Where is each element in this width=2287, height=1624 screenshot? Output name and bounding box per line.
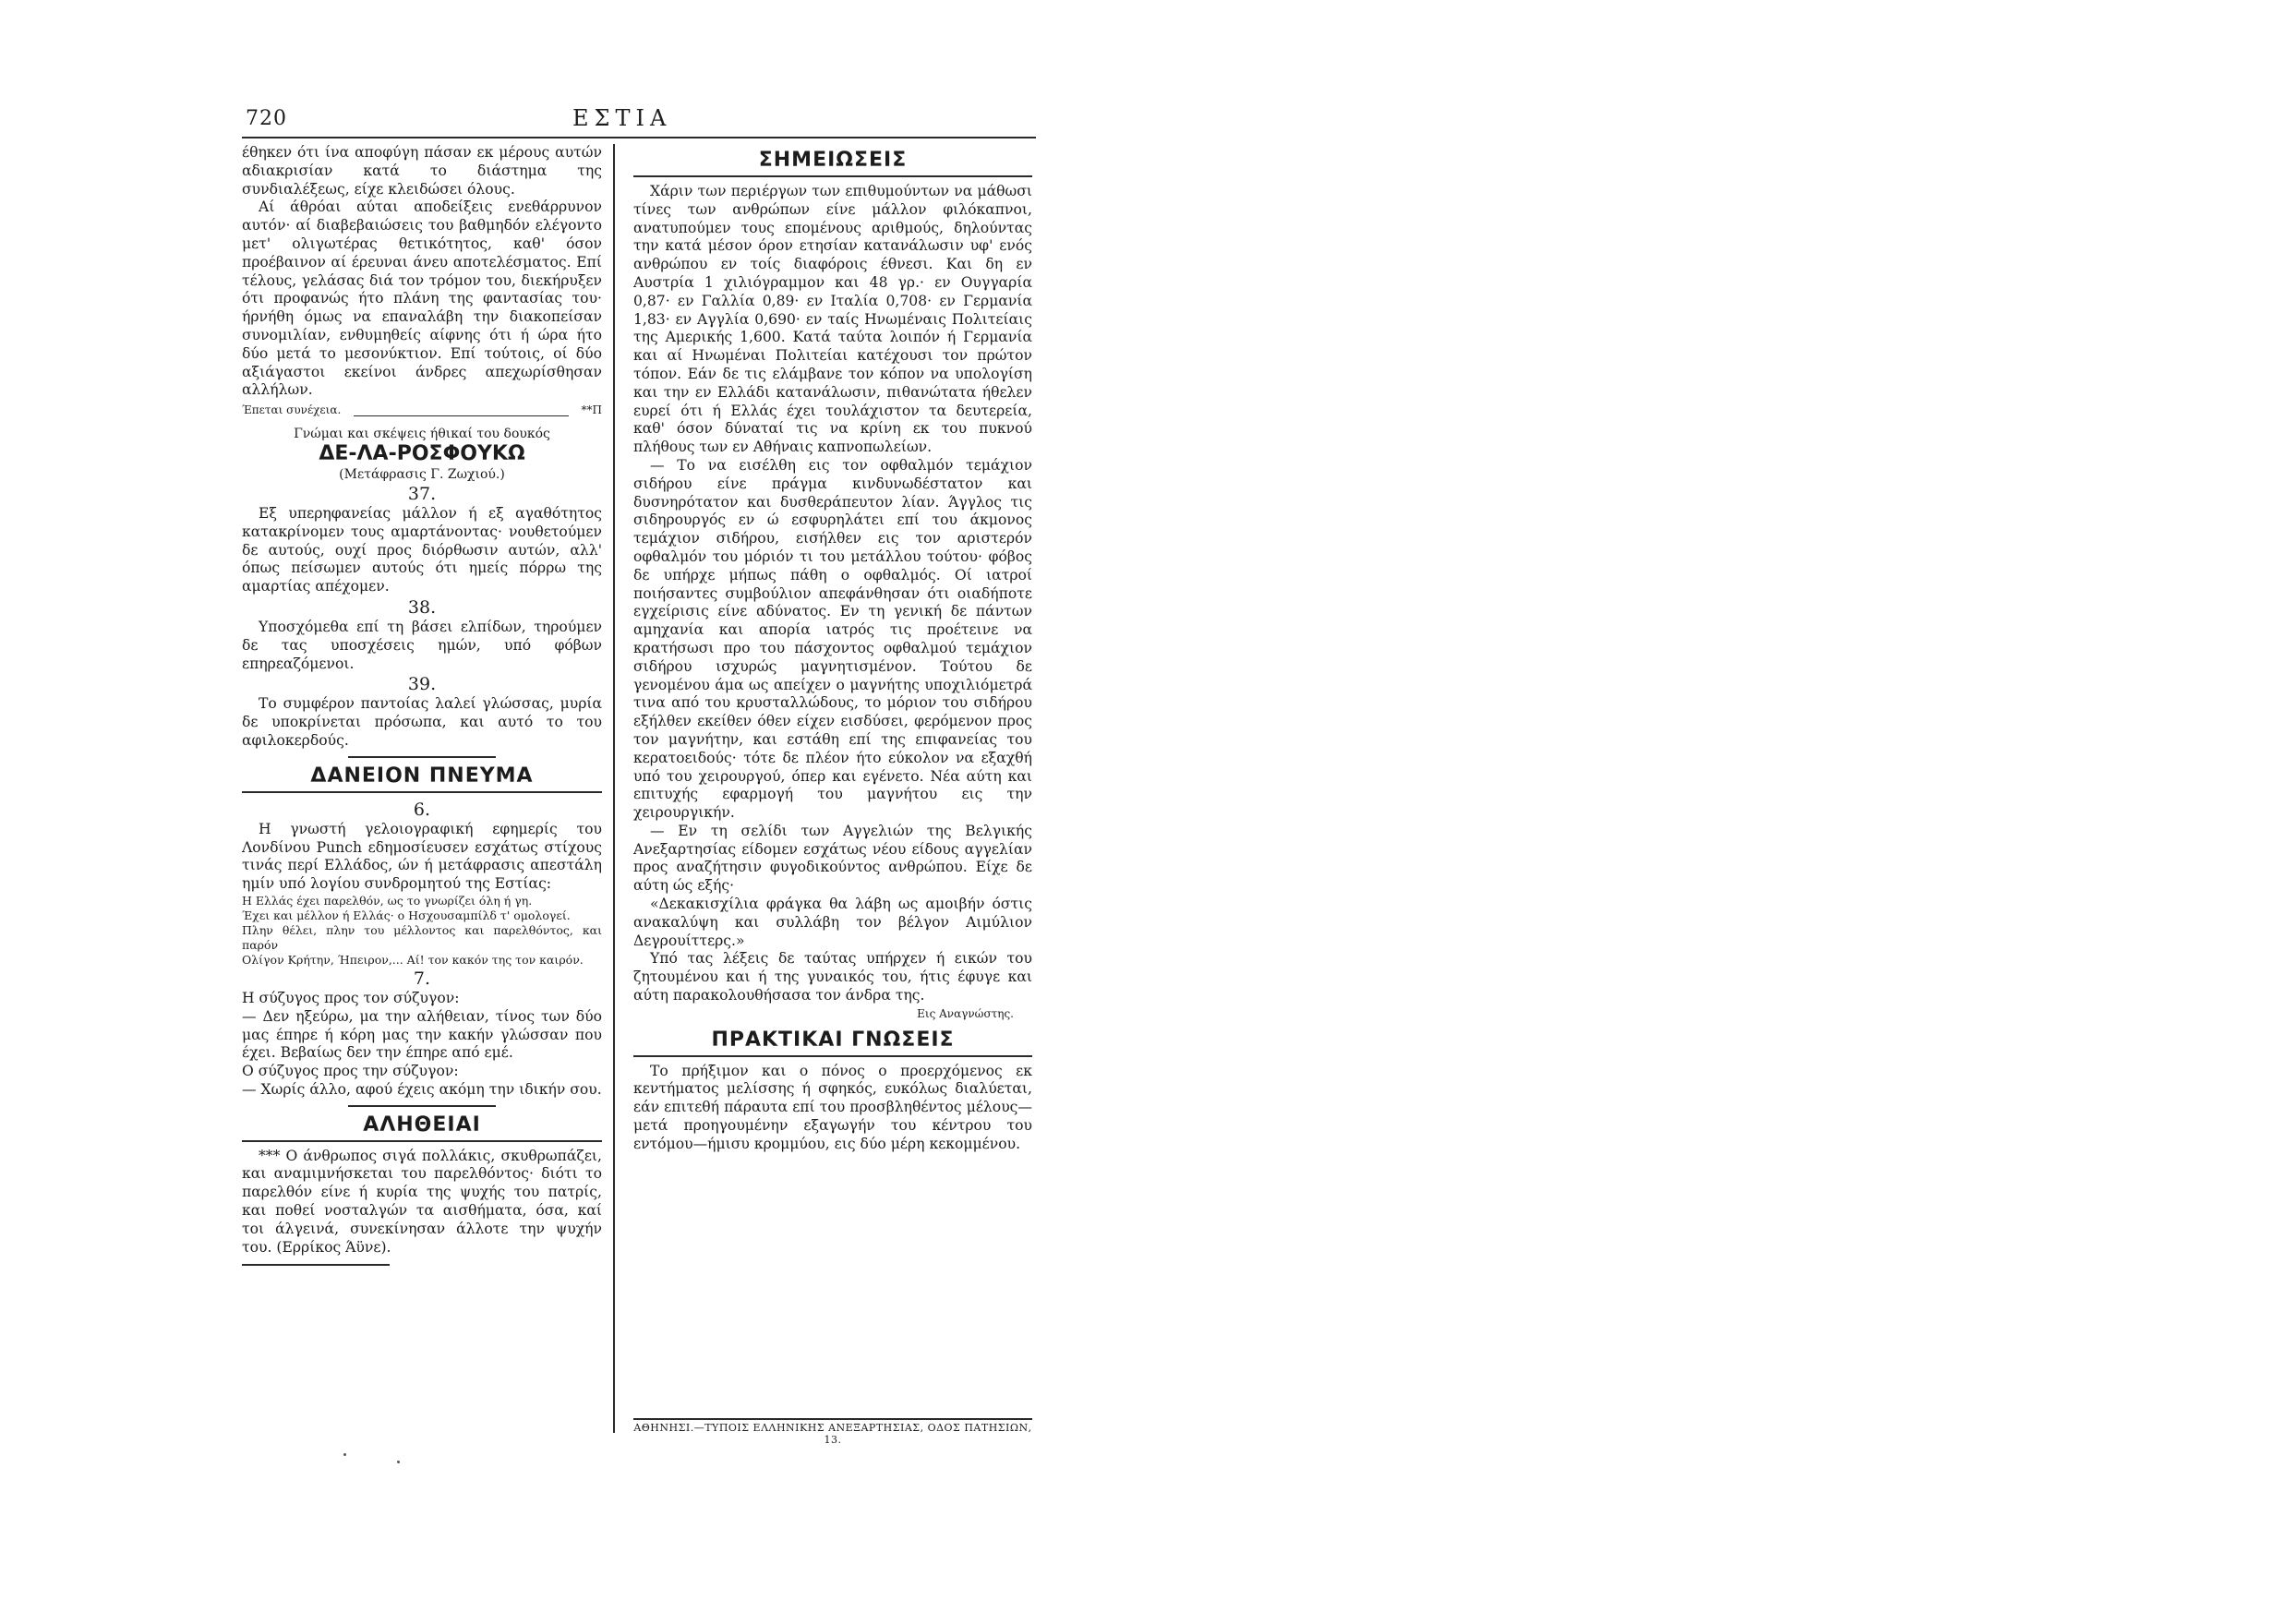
maxim-text: Εξ υπερηφανείας μάλλον ή εξ αγαθότητος κατακρίνομεν τους αμαρτάνοντας· νουθετούμεν δε αυτούς, ουχί προς διόρθωσιν αυτών, αλλ' όπως πείσωμεν αυτούς ότι ημείς πόρρω της αμαρτίας απέχομεν. (242, 504, 602, 595)
verse-line: Πλην θέλει, πλην του μέλλοντος και παρελθόντος, και παρόν (242, 922, 602, 952)
dialogue-line: — Δεν ηξεύρω, μα την αλήθειαν, τίνος των δύο μας έπηρε ή κόρη μας την κακήν γλώσσαν που έχει. Βεβαίως δεν την έπηρε από εμέ. (242, 1007, 602, 1062)
practical-text: Το πρήξιμον και ο πόνος ο προερχόμενος εκ κεντήματος μελίσσης ή σφηκός, ευκόλως διαλύεται, εάν επιτεθή πάραυτα επί του προσβληθέντος μέλους—μετά προηγουμένην εξαγωγήν του κέντρου του εντόμου—ήμισυ κρομμύου, εις δύο μέρη κεκομμένου. (633, 1062, 1032, 1152)
signoff-rule (354, 415, 568, 416)
dialogue-line: — Χωρίς άλλο, αφού έχεις ακόμη την ιδικήν σου. (242, 1080, 602, 1098)
verse-line: Ολίγον Κρήτην, Ήπειρον,... Αί! τον κακόν της τον καιρόν. (242, 952, 584, 967)
note-para: Υπό τας λέξεις δε ταύτας υπήρχεν ή εικών του ζητουμένου και ή της γυναικός του, ήτις έφυγε και αύτη παρακολουθήσασα τον άνδρα της. (633, 950, 1032, 1004)
to-be-continued-label: Έπεται συνέχεια. (242, 403, 342, 417)
notes-heading: ΣΗΜΕΙΩΣΕΙΣ (633, 148, 1032, 177)
running-title: ΕΣΤΙΑ (572, 105, 672, 131)
section-divider (348, 756, 496, 758)
maxim-number: 38. (407, 596, 437, 618)
header-rule (242, 137, 1036, 138)
story-continuation-para: Αί άθρόαι αύται αποδείξεις ενεθάρρυνον αυτόν· αί διαβεβαιώσεις του βαθμηδόν ελέγοντο μετ' ολιγωτέρας θετικότητος, καθ' όσον προέβαινον αί έρευναι άνευ αποτελέσματος. Επί τέλους, γελάσας διά τον τρόμον του, διεκήρυξεν ότι προφανώς ήτο πλάνη της φαντασίας του· ήρνήθη όμως να επαναλάβη την διακοπείσαν συνομιλίαν, ενθυμηθείς αίφνης ότι ή ώρα ήτο δύο μετά το μεσονύκτιον. Επί τούτοις, οί δύο αξιάγαστοι εκείνοι άνδρες απεχωρίσθησαν αλλήλων. (242, 198, 602, 399)
item-number: 6. (413, 799, 431, 820)
story-continuation-para: έθηκεν ότι ίνα αποφύγη πάσαν εκ μέρους αυτών αδιακρισίαν κατά το διάστημα της συνδιαλέξεως, είχε κλειδώσει όλους. (242, 144, 602, 198)
section-divider (348, 1105, 496, 1107)
maxim-number: 39. (407, 674, 437, 695)
note-para: «Δεκακισχίλια φράγκα θα λάβη ως αμοιβήν όστις ανακαλύψη και συλλάβη τον βέλγον Αιμύλιον Δεγρουίττερς.» (633, 896, 1032, 949)
left-column (242, 144, 602, 1266)
item-number: 7. (413, 968, 431, 989)
notes-signature: Εις Αναγνώστης. (917, 1006, 1014, 1020)
maxims-translator: (Μετάφρασις Γ. Ζωχιού.) (339, 466, 505, 482)
note-para: — Εν τη σελίδι των Αγγελιών της Βελγικής Ανεξαρτησίας είδομεν εσχάτως νέου είδους αγγελίαν προς αναζήτησιν φυγοδικούντος ανθρώπου. Είχε δε αύτη ώς εξής· (633, 822, 1032, 895)
maxim-text: Υποσχόμεθα επί τη βάσει ελπίδων, τηρούμεν δε τας υποσχέσεις ημών, υπό φόβων επηρεαζόμενοι. (242, 618, 602, 672)
dialogue-line: Η σύζυγος προς τον σύζυγον: (242, 989, 460, 1006)
story-signoff (242, 402, 602, 420)
printer-imprint: ΑΘΗΝΗΣΙ.—ΤΥΠΟΙΣ ΕΛΛΗΝΙΚΗΣ ΑΝΕΞΑΡΤΗΣΙΑΣ, ΟΔΟΣ ΠΑΤΗΣΙΩΝ, 13. (633, 1418, 1032, 1446)
practical-knowledge-heading: ΠΡΑΚΤΙΚΑΙ ΓΝΩΣΕΙΣ (633, 1028, 1032, 1057)
speck (397, 1461, 400, 1463)
column-divider (613, 144, 615, 1433)
truths-heading: ΑΛΗΘΕΙΑΙ (242, 1113, 602, 1142)
item-text: Η γνωστή γελοιογραφική εφημερίς του Λονδίνου Punch εδημοσίευσεν εσχάτως στίχους τινάς περί Ελλάδος, ών ή μετάφρασις απεστάλη ημίν υπό λογίου συνδρομητού της Εστίας: (242, 820, 602, 893)
maxims-series-title: Γνώμαι και σκέψεις ήθικαί του δουκός (294, 426, 550, 441)
maxim-text: Το συμφέρον παντοίας λαλεί γλώσσας, μυρία δε υποκρίνεται πρόσωπα, και αυτό το του αφιλοκερδούς. (242, 695, 602, 749)
right-column (633, 144, 1032, 1154)
maxims-author: ΔΕ-ΛΑ-ΡΟΣΦΟΥΚΩ (319, 441, 525, 465)
truths-text: *** Ο άνθρωπος σιγά πολλάκις, σκυθρωπάζει, και αναμιμνήσκεται του παρελθόντος· διότι το παρελθόν είνε ή κυρία της ψυχής του πατρίς, και ποθεί νοσταλγών τα αισθήματα, όσα, καί τοι άλγεινά, συνεκίνησαν άλλοτε την ψυχήν του. (Ερρίκος Άϋνε). (242, 1147, 602, 1256)
verse-line: Η Ελλάς έχει παρελθόν, ως το γνωρίζει όλη ή γη. (242, 893, 533, 908)
note-para: Χάριν των περιέργων των επιθυμούντων να μάθωσι τίνες των ανθρώπων είνε μάλλον φιλόκαπνοι, ανατυπούμεν τους επομένους αριθμούς, δηλούντας την κατά μέσον όρον ετησίαν κατανάλωσιν υφ' ενός ανθρώπου εν τοίς διαφόροις έθνεσι. Και δη εν Αυστρία 1 χιλιόγραμμον και 48 γρ.· εν Ουγγαρία 0,87· εν Γαλλία 0,89· εν Ιταλία 0,708· εν Γερμανία 1,83· εν Αγγλία 0,690· εν ταίς Ηνωμέναις Πολιτείαις της Αμερικής 1,600. Κατά ταύτα λοιπόν ή Γερμανία και αί Ηνωμέναι Πολιτείαι κατέχουσι τον πρώτον τόπον. Εάν δε τις ελάμβανε τον κόπον να υπολογίση και την εν Ελλάδι κατανάλωσιν, πιθανώτατα ήθελεν ευρεί ότι ή Ελλάς έχει τουλάχιστον τα δευτερεία, καθ' όσον δύναταί τις να κρίνη εκ του πυκνού πλήθους των εν Αθήναις καπνοπωλείων. (633, 183, 1032, 456)
end-rule (242, 1264, 390, 1266)
page-number: 720 (246, 107, 287, 130)
author-initial: **Π (581, 403, 602, 417)
maxim-number: 37. (407, 483, 437, 504)
borrowed-wit-heading: ΔΑΝΕΙΟΝ ΠΝΕΥΜΑ (242, 764, 602, 793)
verse-line: Έχει και μέλλον ή Ελλάς· ο Ησχουσαμπίλδ τ' ομολογεί. (242, 908, 571, 922)
speck (343, 1453, 346, 1456)
note-para: — Το να εισέλθη εις τον οφθαλμόν τεμάχιον σιδήρου είνε πράγμα κινδυνωδέστατον και δυσνηρότατον και δυσθεράπευτον λίαν. Άγγλος τις σιδηρουργός εν ώ εσφυρηλάτει επί του άκμονος τεμάχιον σιδήρου, εισήλθεν εις τον αριστερόν οφθαλμόν του μόριόν τι του μετάλλου τούτου· φόβος δε υπήρχε μήπως πάθη ο οφθαλμός. Οί ιατροί ποιήσαντες συμβούλιον απεφάνθησαν ότι οιαδήποτε εγχείρισις είνε αδύνατος. Εν τη γενική δε πάντων αμηχανία και απορία ιατρός τις προέτεινε να κρατήσωσι προ του πάσχοντος οφθαλμού τεμάχιον σιδήρου ισχυρώς μαγνητισμένον. Τούτου δε γενομένου άμα ως απείχεν ο μαγνήτης υποχιλιόμετρά τινα από του κρυσταλλώδους, το μόριον του σιδήρου εξήλθεν εκείθεν όθεν είχεν εισδύσει, φερόμενον προς τον μαγνήτην, και εστάθη επί της επιφανείας του κερατοειδούς· τότε δε πλέον ήτο εύκολον να εξαχθή υπό του χειρουργού, όπερ και εγένετο. Νέα αύτη και επιτυχής εφαρμογή του μαγνήτου εις την χειρουργικήν. (633, 456, 1032, 822)
dialogue-line: Ο σύζυγος προς την σύζυγον: (242, 1063, 459, 1080)
